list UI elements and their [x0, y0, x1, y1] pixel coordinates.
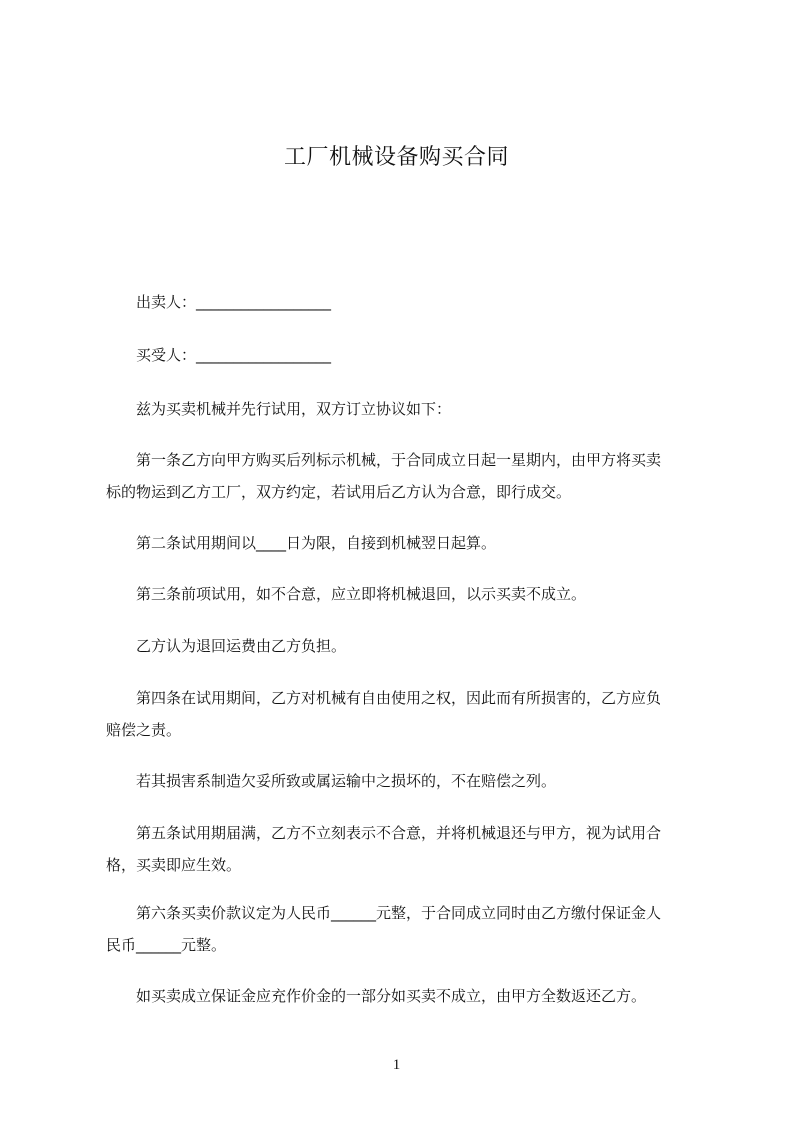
article-1-line-2: 标的物运到乙方工厂，双方约定，若试用后乙方认为合意，即行成交。 — [106, 483, 572, 501]
article-5 — [106, 817, 699, 881]
buyer-line: 买受人：__________________ — [136, 346, 332, 364]
article-4-note: 若其损害系制造欠妥所致或属运输中之损坏的，不在赔偿之列。 — [136, 772, 557, 790]
article-3-note: 乙方认为退回运费由乙方负担。 — [136, 637, 347, 655]
article-5-line-1: 第五条试用期届满，乙方不立刻表示不合意，并将机械退还与甲方，视为试用合 — [136, 824, 662, 842]
article-5-line-2: 格，买卖即应生效。 — [106, 856, 242, 874]
page-title: 工厂机械设备购买合同 — [283, 145, 509, 170]
article-3: 第三条前项试用，如不合意，应立即将机械退回，以示买卖不成立。 — [136, 585, 587, 603]
intro-paragraph: 兹为买卖机械并先行试用，双方订立协议如下： — [136, 400, 452, 418]
seller-line: 出卖人：__________________ — [136, 293, 332, 311]
article-2: 第二条试用期间以____日为限，自接到机械翌日起算。 — [136, 534, 497, 552]
page-number: 1 — [392, 1057, 401, 1073]
article-6-line-1: 第六条买卖价款议定为人民币______元整，于合同成立同时由乙方缴付保证金人 — [136, 904, 662, 922]
article-6-line-2: 民币______元整。 — [106, 936, 227, 954]
article-1-line-1: 第一条乙方向甲方购买后列标示机械，于合同成立日起一星期内，由甲方将买卖 — [136, 451, 662, 469]
article-1 — [106, 444, 699, 508]
article-4-line-1: 第四条在试用期间，乙方对机械有自由使用之权，因此而有所损害的，乙方应负 — [136, 689, 662, 707]
article-6-note: 如买卖成立保证金应充作价金的一部分如买卖不成立，由甲方全数返还乙方。 — [136, 987, 647, 1005]
article-4-line-2: 赔偿之责。 — [106, 721, 182, 739]
article-6 — [106, 897, 699, 961]
article-4 — [106, 682, 699, 746]
